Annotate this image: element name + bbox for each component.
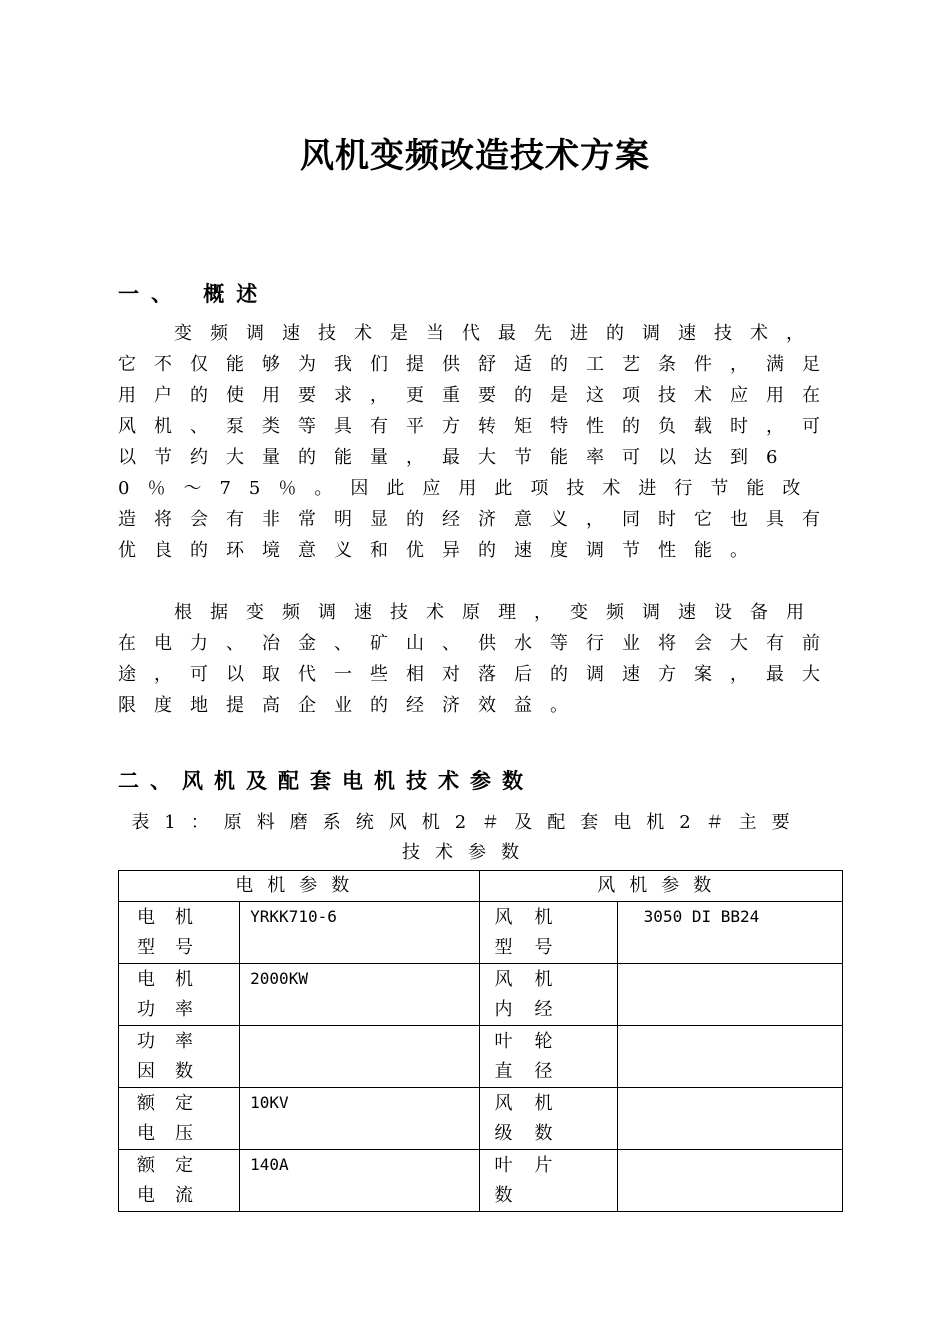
- table-row: [119, 1088, 843, 1150]
- fan-param-label: 叶轮直径: [480, 1026, 617, 1088]
- fan-params-header: 风机参数: [480, 871, 843, 902]
- table-row: [119, 1026, 843, 1088]
- motor-param-value: 10KV: [240, 1088, 480, 1150]
- motor-param-label: 额定电压: [119, 1088, 240, 1150]
- fan-param-value: [617, 1150, 842, 1212]
- table-row: [119, 1150, 843, 1212]
- fan-param-value: 3050 DI BB24: [617, 902, 842, 964]
- fan-param-value: [617, 964, 842, 1026]
- table-row: [119, 902, 843, 964]
- motor-param-value: 140A: [240, 1150, 480, 1212]
- motor-param-label: 额定电流: [119, 1150, 240, 1212]
- fan-param-label: 叶片数: [480, 1150, 617, 1212]
- motor-param-label: 电机功率: [119, 964, 240, 1026]
- overview-paragraph-2: 根据变频调速技术原理，变频调速设备用在电力、冶金、矿山、供水等行业将会大有前途，可以取代一些相对落后的调速方案，最大限度地提高企业的经济效益。: [118, 602, 838, 716]
- motor-params-header: 电机参数: [119, 871, 480, 902]
- fan-param-label: 风机型号: [480, 902, 617, 964]
- motor-param-label: 功率因数: [119, 1026, 240, 1088]
- motor-param-value: 2000KW: [240, 964, 480, 1026]
- parameters-table: [118, 870, 843, 1212]
- table-header-row: [119, 871, 843, 902]
- section-heading-overview: 一、 概述: [118, 281, 270, 306]
- fan-param-label: 风机级数: [480, 1088, 617, 1150]
- table-row: [119, 964, 843, 1026]
- motor-param-label: 电机型号: [119, 902, 240, 964]
- fan-param-label: 风机内经: [480, 964, 617, 1026]
- fan-param-value: [617, 1088, 842, 1150]
- table-caption: 表1：原料磨系统风机2＃及配套电机2＃主要技术参数: [131, 812, 805, 863]
- motor-param-value: YRKK710-6: [240, 902, 480, 964]
- motor-param-value: [240, 1026, 480, 1088]
- section-heading-parameters: 二、风机及配套电机技术参数: [118, 768, 534, 793]
- overview-paragraph-1: 变频调速技术是当代最先进的调速技术，它不仅能够为我们提供舒适的工艺条件，满足用户的使用要求，更重要的是这项技术应用在风机、泵类等具有平方转矩特性的负载时，可以节约大量的能量，最大节能率可以达到60％～75％。因此应用此项技术进行节能改造将会有非常明显的经济意义，同时它也具有优良的环境意义和优异的速度调节性能。: [118, 323, 838, 561]
- fan-param-value: [617, 1026, 842, 1088]
- document-title: 风机变频改造技术方案: [300, 136, 650, 176]
